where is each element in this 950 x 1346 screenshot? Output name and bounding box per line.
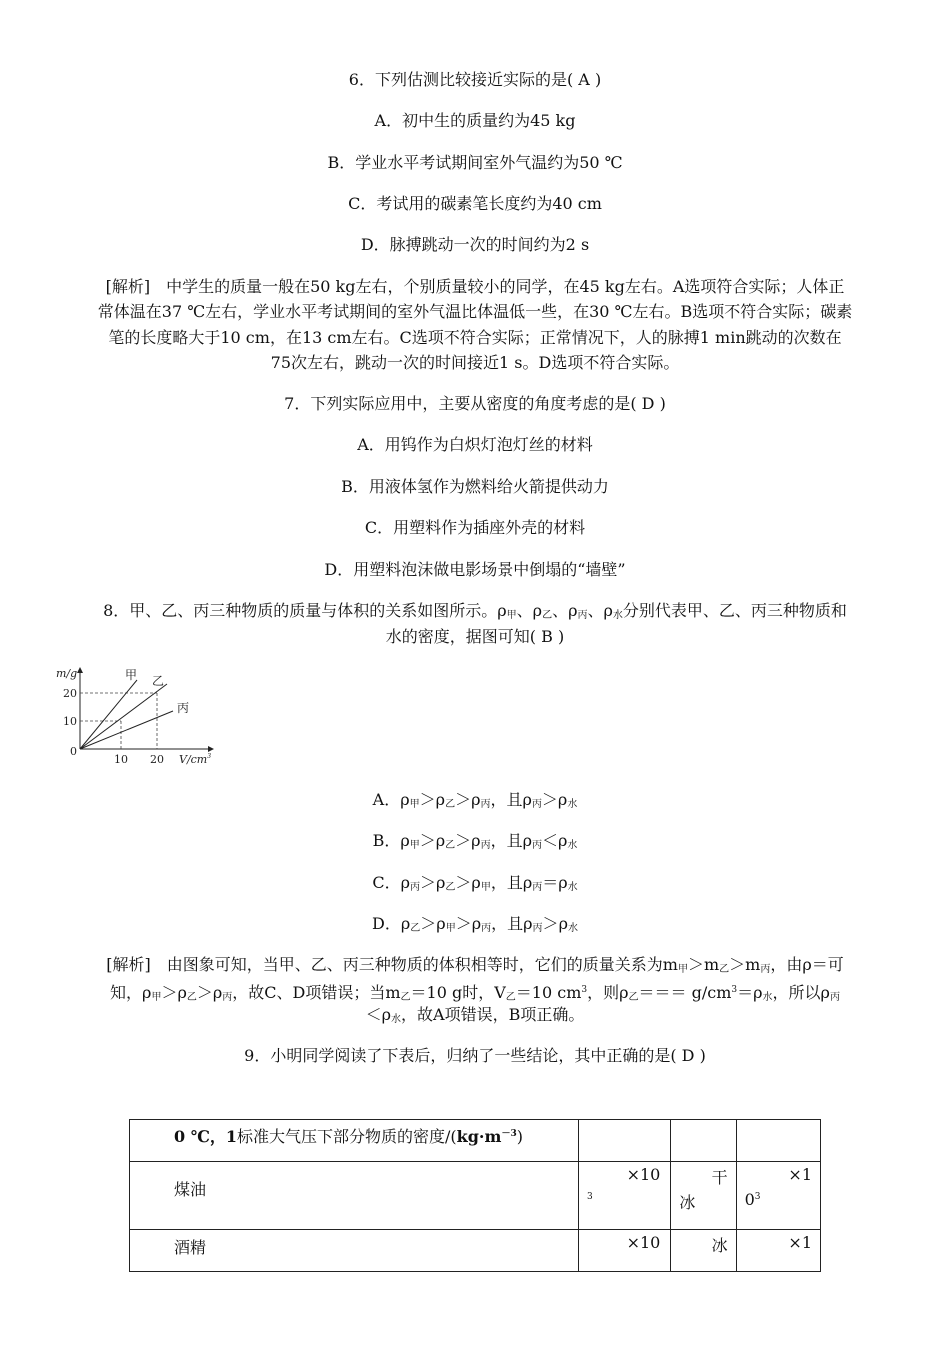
q6-analysis-line-1: [解析] 中学生的质量一般在50 kg左右，个别质量较小的同学，在45 kg左右。A选项符合实际；人体正 bbox=[105, 277, 845, 296]
q8-analysis-line-3: $<\rho_水$，故A项错误，B项正确。 bbox=[365, 1005, 585, 1025]
q6-analysis-line-4: 75次左右，跳动一次的时间接近1 s。D选项不符合实际。 bbox=[270, 353, 680, 372]
q8-analysis-line-1: [解析] 由图象可知，当甲、乙、丙三种物质的体积相等时，它们的质量关系为$m_甲>m_乙>m_丙$，由ρ＝可 bbox=[106, 955, 844, 975]
x-axis-label: $V/cm^3$ bbox=[179, 753, 212, 766]
q8-stem-line-1: 8．甲、乙、丙三种物质的质量与体积的关系如图所示。$\rho_甲$、$\rho_乙$、$\rho_丙$、$\rho_水$分别代表甲、乙、丙三种物质和 bbox=[103, 601, 847, 621]
q8-option-a: A．$\rho_甲>\rho_乙>\rho_丙$，且$\rho_丙>\rho_水$ bbox=[372, 790, 578, 810]
density-value-cell-2: ×1 $0^3$ bbox=[736, 1162, 820, 1230]
label-jia: 甲 bbox=[125, 668, 138, 682]
q7-option-c: C．用塑料作为插座外壳的材料 bbox=[364, 518, 586, 537]
q8-stem-line-2: 水的密度，据图可知( B ) bbox=[385, 627, 565, 646]
line-jia bbox=[80, 680, 137, 749]
q6-option-c: C．考试用的碳素笔长度约为40 cm bbox=[348, 194, 602, 213]
q6-option-d: D．脉搏跳动一次的时间约为2 s bbox=[360, 235, 590, 254]
q9-stem: 9．小明同学阅读了下表后，归纳了一些结论，其中正确的是( D ) bbox=[244, 1046, 706, 1065]
q6-option-a: A．初中生的质量约为45 kg bbox=[374, 111, 576, 130]
q6-stem: 6．下列估测比较接近实际的是( A ) bbox=[348, 70, 602, 89]
q8-analysis-line-2: 知，$\rho_甲>\rho_乙>\rho_丙$，故C、D项错误；当$m_乙=10$ g时，$V_乙=10$ $cm^3$，则$\rho_乙=== g/cm^3=\rho_水$，所以$\rho_丙$ bbox=[110, 983, 840, 1003]
q8-option-b: B．$\rho_甲>\rho_乙>\rho_丙$，且$\rho_丙<\rho_水$ bbox=[372, 831, 578, 851]
substance-name-cell-2: 干 冰 bbox=[671, 1162, 736, 1230]
label-bing: 丙 bbox=[177, 701, 190, 715]
q7-option-b: B．用液体氢作为燃料给火箭提供动力 bbox=[341, 477, 609, 496]
table-row bbox=[130, 1162, 821, 1230]
substance-name-cell-2: 冰 bbox=[671, 1230, 736, 1272]
mass-volume-graph bbox=[55, 664, 220, 772]
label-yi: 乙 bbox=[152, 674, 165, 688]
y-axis-label: m/g bbox=[56, 667, 78, 680]
q8-option-d: D．$\rho_乙>\rho_甲>\rho_丙$，且$\rho_丙>\rho_水$ bbox=[372, 914, 578, 934]
q6-analysis-line-3: 笔的长度略大于10 cm，在13 cm左右。C选项不符合实际；正常情况下，人的脉搏1 min跳动的次数在 bbox=[108, 328, 842, 347]
table-row bbox=[130, 1230, 821, 1272]
substance-name-cell: 酒精 bbox=[130, 1230, 579, 1272]
density-value-cell: ×10 bbox=[578, 1230, 670, 1272]
substance-name-cell: 煤油 bbox=[130, 1162, 579, 1230]
q8-option-c: C．$\rho_丙>\rho_乙>\rho_甲$，且$\rho_丙=\rho_水$ bbox=[372, 873, 578, 893]
y-tick-20: 20 bbox=[63, 687, 77, 700]
density-table bbox=[129, 1119, 821, 1272]
q6-analysis-line-2: 常体温在37 ℃左右，学业水平考试期间的室外气温比体温低一些，在30 ℃左右。B选项不符合实际；碳素 bbox=[97, 302, 853, 321]
y-tick-10: 10 bbox=[63, 715, 77, 728]
q7-stem: 7．下列实际应用中，主要从密度的角度考虑的是( D ) bbox=[284, 394, 666, 413]
origin-label: 0 bbox=[70, 745, 77, 758]
x-tick-10: 10 bbox=[114, 753, 128, 766]
q6-option-b: B．学业水平考试期间室外气温约为50 ℃ bbox=[327, 153, 623, 172]
x-tick-20: 20 bbox=[150, 753, 164, 766]
line-bing bbox=[80, 711, 173, 749]
density-value-cell: ×10 3 bbox=[578, 1162, 670, 1230]
q7-option-d: D．用塑料泡沫做电影场景中倒塌的“墙壁” bbox=[324, 560, 626, 579]
line-yi bbox=[80, 684, 167, 749]
table-title-cell: 0 ℃，1标准大气压下部分物质的密度$/(kg\cdot m^{-3})$ bbox=[130, 1120, 579, 1162]
density-value-cell-2: ×1 bbox=[736, 1230, 820, 1272]
q7-option-a: A．用钨作为白炽灯泡灯丝的材料 bbox=[357, 435, 593, 454]
table-header-row bbox=[130, 1120, 821, 1162]
